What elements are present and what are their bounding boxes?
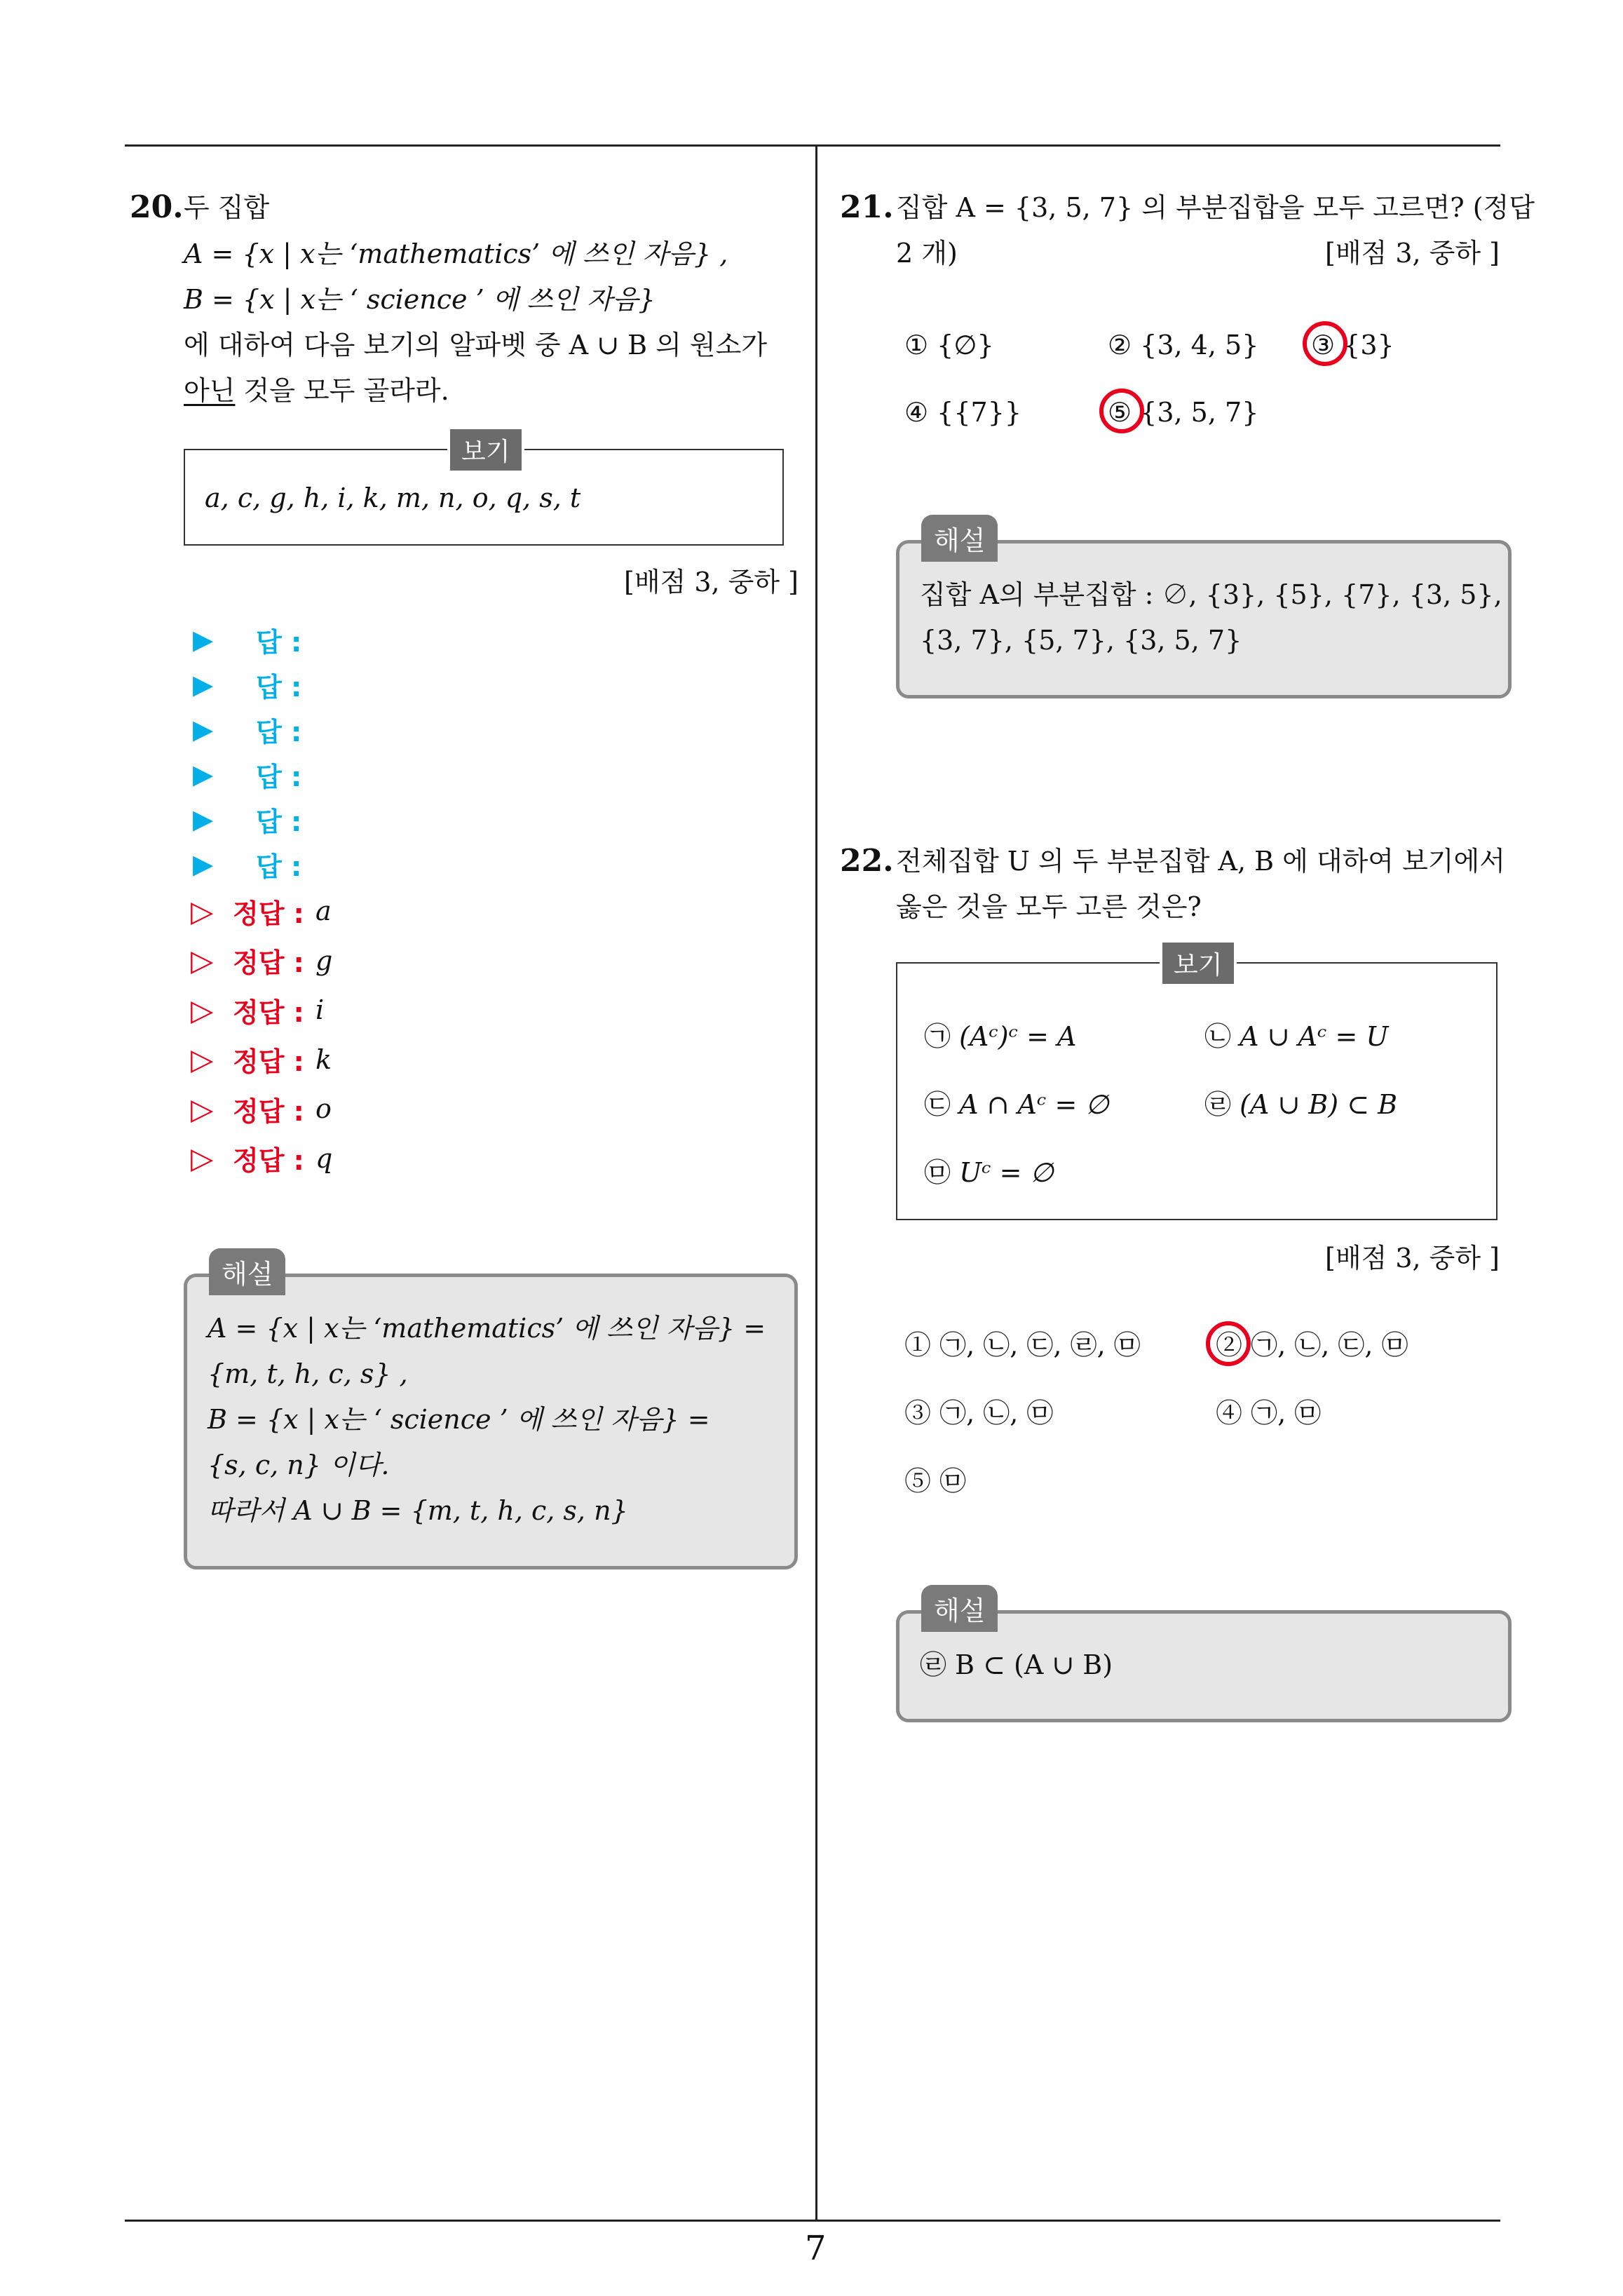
correct-label: 정답 : xyxy=(233,1046,304,1078)
bogi-text: (Aᶜ)ᶜ = A xyxy=(959,1021,1077,1052)
q20-bogi-content: a, c, g, h, i, k, m, n, o, q, s, t xyxy=(205,482,581,513)
q20-bogi-label: 보기 xyxy=(447,429,524,471)
answer-input[interactable] xyxy=(301,759,652,790)
choice-mark: ④ xyxy=(904,397,929,428)
answer-row xyxy=(193,617,652,662)
answer-input[interactable] xyxy=(301,849,652,879)
q20-solution-line: {m, t, h, c, s} , xyxy=(208,1358,408,1389)
q20-question: 에 대하여 다음 보기의 알파벳 중 A ∪ B 의 원소가 xyxy=(184,330,768,360)
q21-title-line2: 2 개) xyxy=(896,238,958,269)
answer-input[interactable] xyxy=(301,804,652,835)
q22-choice-3[interactable] xyxy=(904,1398,1053,1430)
answer-label: 답 : xyxy=(256,806,302,837)
bogi-mark: ㉤ xyxy=(924,1157,951,1188)
bogi-text: Uᶜ = ∅ xyxy=(959,1157,1054,1188)
q21-solution-line: {3, 7}, {5, 7}, {3, 5, 7} xyxy=(920,625,1242,656)
bogi-text: (A ∪ B) ⊂ B xyxy=(1240,1089,1398,1120)
answer-label: 답 : xyxy=(256,851,302,882)
choice-text: ㉠, ㉡, ㉢, ㉣, ㉤ xyxy=(939,1330,1141,1360)
answer-marker-icon: ▶ xyxy=(193,624,214,655)
q20-title: 두 집합 xyxy=(184,192,270,223)
q22-score: [배점 3, 중하 ] xyxy=(1325,1243,1500,1274)
q21-selected-circle-icon xyxy=(1099,389,1144,433)
q22-choice-1[interactable] xyxy=(904,1330,1141,1362)
bogi-mark: ㉣ xyxy=(1204,1089,1232,1120)
q22-solution-line: ㉣ B ⊂ (A ∪ B) xyxy=(920,1649,1113,1680)
bogi-mark: ㉡ xyxy=(1204,1021,1232,1052)
answer-marker-icon: ▶ xyxy=(193,759,214,790)
correct-label: 정답 : xyxy=(233,1145,304,1177)
choice-mark: ⑤ xyxy=(904,1466,932,1497)
correct-value: o xyxy=(315,1093,332,1125)
q22-choice-4[interactable] xyxy=(1216,1398,1321,1430)
q20-question-end xyxy=(184,375,449,407)
q22-bogi-label: 보기 xyxy=(1160,943,1237,984)
q20-solution-line: A = {x | x는 ‘mathematics’ 에 쓰인 자음} = xyxy=(208,1313,766,1344)
q21-selected-circle-icon xyxy=(1303,321,1347,366)
choice-text: {3, 5, 7} xyxy=(1140,397,1259,428)
choice-text: {∅} xyxy=(937,330,994,360)
answer-marker-icon: ▶ xyxy=(193,804,214,835)
choice-text: {3} xyxy=(1343,330,1394,360)
answer-marker-icon: ▶ xyxy=(193,849,214,879)
q20-correct-list xyxy=(191,886,332,1183)
correct-row xyxy=(191,936,332,986)
correct-marker-icon: ▷ xyxy=(191,992,214,1027)
correct-label: 정답 : xyxy=(233,898,304,929)
answer-label: 답 : xyxy=(256,761,302,792)
choice-mark: ① xyxy=(904,1330,932,1360)
q20-question-rest: 것을 모두 골라라. xyxy=(235,375,449,406)
choice-text: {{7}} xyxy=(937,397,1022,428)
q21-solution-line: 집합 A의 부분집합 : ∅, {3}, {5}, {7}, {3, 5}, xyxy=(920,579,1502,610)
q22-selected-circle-icon xyxy=(1206,1321,1251,1366)
correct-marker-icon: ▷ xyxy=(191,893,214,928)
q20-set-a: A = {x | x는 ‘mathematics’ 에 쓰인 자음} , xyxy=(184,238,728,269)
correct-row xyxy=(191,1134,332,1184)
bogi-mark: ㉢ xyxy=(924,1089,951,1120)
correct-value: k xyxy=(315,1044,332,1075)
q20-solution-label: 해설 xyxy=(209,1248,285,1295)
correct-value: i xyxy=(315,994,325,1026)
top-rule xyxy=(125,144,1500,147)
q20-solution-line: 따라서 A ∪ B = {m, t, h, c, s, n} xyxy=(208,1495,628,1526)
answer-row xyxy=(193,662,652,707)
q21-choice-4[interactable] xyxy=(904,397,1021,429)
q21-solution-box xyxy=(896,540,1512,698)
answer-marker-icon: ▶ xyxy=(193,714,214,745)
correct-marker-icon: ▷ xyxy=(191,1042,214,1077)
correct-row xyxy=(191,1084,332,1134)
correct-row xyxy=(191,1035,332,1085)
q21-number: 21. xyxy=(840,189,894,225)
choice-text: ㉠, ㉡, ㉢, ㉤ xyxy=(1251,1330,1408,1360)
q22-title-line2: 옳은 것을 모두 고른 것은? xyxy=(896,891,1202,922)
q21-choice-2[interactable] xyxy=(1108,330,1258,362)
q21-title-line1: 집합 A = {3, 5, 7} 의 부분집합을 모두 고르면? (정답 xyxy=(896,192,1535,223)
q22-bogi-item xyxy=(924,1089,1109,1121)
q20-number: 20. xyxy=(130,189,184,225)
q21-choice-1[interactable] xyxy=(904,330,994,362)
q20-solution-line: B = {x | x는 ‘ science ’ 에 쓰인 자음} = xyxy=(208,1404,710,1435)
choice-mark: ② xyxy=(1216,1330,1243,1360)
q20-underlined-word: 아닌 xyxy=(184,375,236,406)
q21-score: [배점 3, 중하 ] xyxy=(1325,238,1500,269)
answer-row xyxy=(193,752,652,797)
q22-number: 22. xyxy=(840,843,894,879)
q22-title-line1: 전체집합 U 의 두 부분집합 A, B 에 대하여 보기에서 xyxy=(896,846,1505,877)
correct-value: a xyxy=(315,896,332,927)
bogi-mark: ㉠ xyxy=(924,1021,951,1052)
choice-mark: ① xyxy=(904,330,929,360)
answer-input[interactable] xyxy=(301,714,652,745)
answer-input[interactable] xyxy=(301,624,652,655)
bogi-text: A ∪ Aᶜ = U xyxy=(1240,1021,1389,1052)
choice-text: ㉤ xyxy=(939,1466,967,1497)
bottom-rule xyxy=(125,2220,1500,2222)
page-number: 7 xyxy=(805,2229,827,2268)
choice-text: ㉠, ㉡, ㉤ xyxy=(939,1398,1054,1429)
q20-set-b: B = {x | x는 ‘ science ’ 에 쓰인 자음} xyxy=(184,284,656,315)
correct-marker-icon: ▷ xyxy=(191,1141,214,1176)
answer-label: 답 : xyxy=(256,716,302,748)
choice-mark: ④ xyxy=(1216,1398,1243,1429)
answer-label: 답 : xyxy=(256,671,302,703)
correct-row xyxy=(191,886,332,936)
answer-input[interactable] xyxy=(301,669,652,700)
choice-text: {3, 4, 5} xyxy=(1140,330,1259,360)
correct-value: g xyxy=(315,945,333,976)
correct-marker-icon: ▷ xyxy=(191,1091,214,1126)
column-divider xyxy=(815,144,817,2222)
q21-solution-label: 해설 xyxy=(921,515,998,562)
q22-choice-5[interactable] xyxy=(904,1466,966,1498)
correct-value: q xyxy=(315,1142,333,1174)
q22-solution-label: 해설 xyxy=(921,1585,998,1632)
correct-label: 정답 : xyxy=(233,997,304,1028)
correct-row xyxy=(191,985,332,1035)
q20-solution-line: {s, c, n} 이다. xyxy=(208,1450,390,1480)
q20-score: [배점 3, 중하 ] xyxy=(624,567,799,597)
correct-label: 정답 : xyxy=(233,947,304,979)
answer-row xyxy=(193,797,652,842)
choice-mark: ③ xyxy=(904,1398,932,1429)
choice-mark: ② xyxy=(1108,330,1132,360)
answer-label: 답 : xyxy=(256,626,302,658)
q22-bogi-item xyxy=(1204,1089,1397,1121)
q22-bogi-item xyxy=(924,1021,1076,1053)
answer-marker-icon: ▶ xyxy=(193,669,214,700)
q20-answer-list xyxy=(193,617,652,886)
q22-bogi-item xyxy=(924,1157,1054,1189)
choice-text: ㉠, ㉤ xyxy=(1251,1398,1322,1429)
choice-mark: ⑤ xyxy=(1108,397,1132,428)
answer-row xyxy=(193,707,652,752)
q22-bogi-item xyxy=(1204,1021,1388,1053)
bogi-text: A ∩ Aᶜ = ∅ xyxy=(959,1089,1109,1120)
choice-mark: ③ xyxy=(1311,330,1336,360)
correct-label: 정답 : xyxy=(233,1095,304,1127)
correct-marker-icon: ▷ xyxy=(191,943,214,978)
answer-row xyxy=(193,842,652,886)
